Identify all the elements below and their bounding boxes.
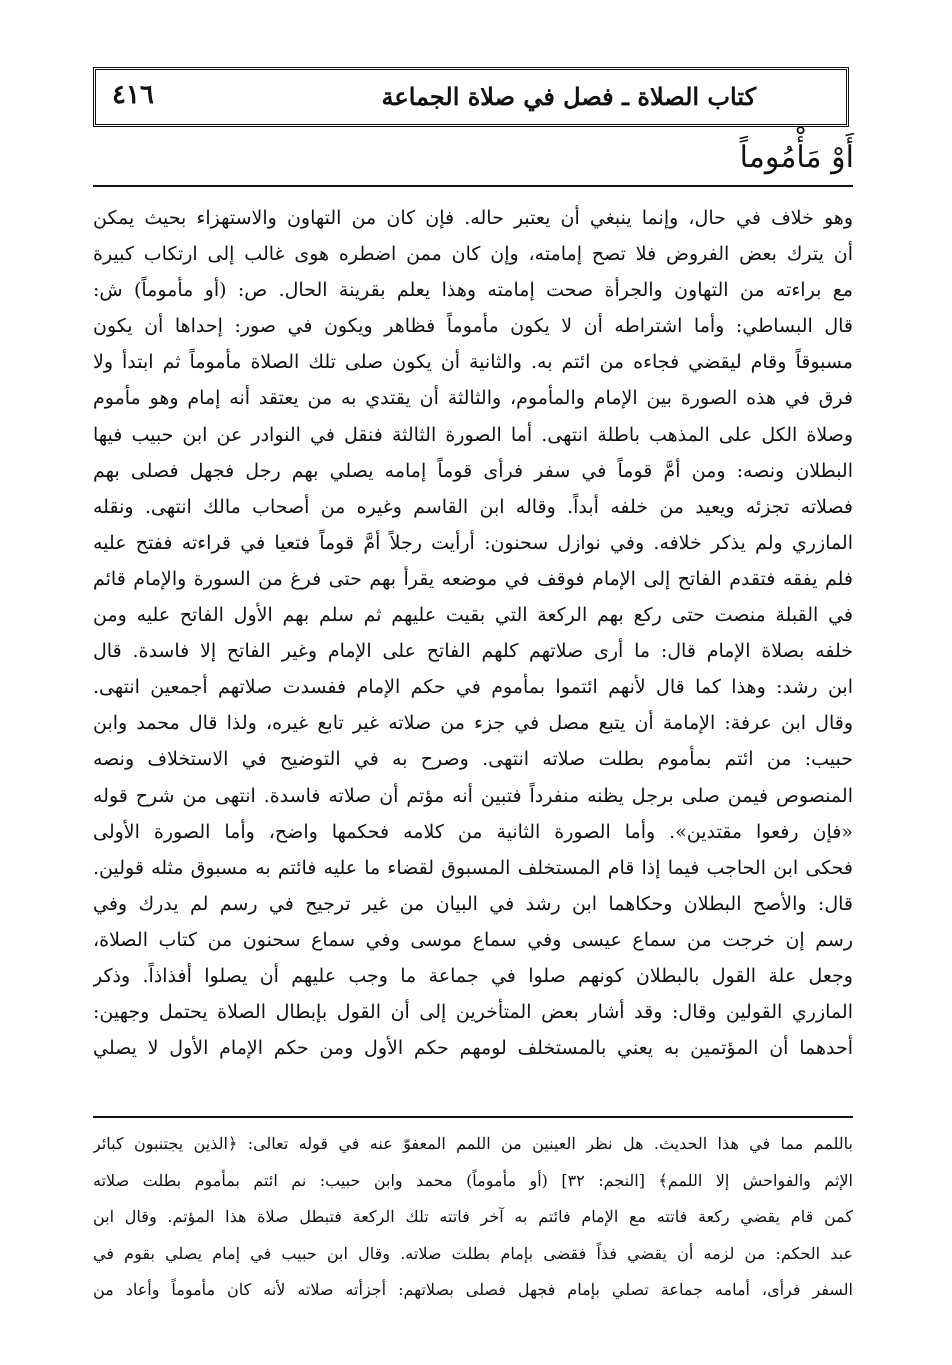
body-line: ابن رشد: وهذا كما قال لأنهم ائتموا بمأموم في حكم الإمام ففسدت صلاتهم أجمعين انتهى. (93, 676, 853, 699)
body-line: «فإن رفعوا مقتدين». وأما الصورة الثانية من كلامه فحكمها واضح، وأما الصورة الأولى (93, 820, 853, 843)
body-line: فحكى ابن الحاجب فيما إذا قام المستخلف المسبوق لقضاء ما عليه فائتم به مسبوق مثله قولين. (93, 856, 853, 879)
body-line: فرق في هذه الصورة بين الإمام والمأموم، والثالثة أن يقتدي به من يعتقد أنه إمام وهو مأموم (93, 387, 853, 410)
body-line: وصلاة الكل على المذهب باطلة انتهى. أما الصورة الثالثة فنقل في النوادر عن ابن حبيب فيها (93, 423, 853, 446)
body-line: البطلان ونصه: ومن أمَّ قوماً في سفر فرأى قوماً إمامه يصلي بهم رجل فجهل فصلى بهم (93, 459, 853, 482)
body-line: مسبوقاً وقام ليقضي فجاءه من ائتم به. والثانية أن يكون صلى تلك الصلاة مأموماً ثم ابتدأ ولا (93, 351, 853, 374)
footnote-line: السفر فرأى، أمامه جماعة تصلي بإمام فجهل فصلى بصلاتهم: أجزأته صلاته لأنه كان مأموماً وأعاد من (93, 1280, 853, 1299)
body-line: قال البساطي: وأما اشتراطه أن لا يكون مأموماً فظاهر ويكون في صور: إحداها أن يكون (93, 315, 853, 338)
page-header (93, 67, 849, 127)
main-body-text (93, 200, 853, 1066)
body-line: فلم يفقه فتقدم الفاتح إلى الإمام فوقف في موضعه يقرأ بهم حتى فرغ من السورة والإمام قائم (93, 567, 853, 590)
body-line: المنصوص فيمن صلى برجل يظنه منفرداً فتبين أنه مؤتم أن صلاته فاسدة. انتهى من شرح قوله (93, 784, 853, 807)
verse-fragment: أَوْ مَأْمُوماً (739, 140, 854, 175)
body-line: أحدهما أن المؤتمين به يعني بالمستخلف لومهم حكم الأول ومن حكم الإمام الأول لا يصلي (93, 1037, 853, 1060)
body-line: في القبلة منصت حتى ركع بهم الركعة التي بقيت عليهم ثم سلم بهم الأول الفاتح عليه ومن (93, 604, 853, 627)
footnote-line: باللمم مما في هذا الحديث. هل نظر العينين من اللمم المعفوّ عنه في قوله تعالى: ﴿الذين يجتنبون كبائر (93, 1134, 853, 1153)
page-number: ٤١٦ (112, 80, 154, 110)
footnotes (93, 1126, 853, 1309)
footnote-divider (93, 1116, 853, 1118)
body-line: مع براءته من التهاون والجرأة صحت إمامته وهذا يعلم بقرينة الحال. ص: (أو مأموماً) ش: (93, 279, 853, 302)
body-line: حبيب: من ائتم بمأموم بطلت صلاته انتهى. وصرح به في التوضيح في الاستخلاف ونصه (93, 748, 853, 771)
body-line: المازري ولم يذكر خلافه. وفي نوازل سحنون: أرأيت رجلاً أمَّ قوماً فتعيا في قراءته ففتح عليه (93, 531, 853, 554)
body-line: وجعل علة القول بالبطلان كونهم صلوا في جماعة ما وجب عليهم أن يصلوا أفذاذاً. وذكر (93, 964, 853, 987)
body-line: رسم إن خرجت من سماع عيسى وفي سماع موسى وفي سماع سحنون من كتاب الصلاة، (93, 928, 853, 951)
footnote-line: كمن قام يقضي ركعة فاتته مع الإمام فائتم به آخر فاتته تلك الركعة فتبطل صلاة هذا المؤتم. وقال ابن (93, 1207, 853, 1226)
running-title: كتاب الصلاة ـ فصل في صلاة الجماعة (381, 82, 756, 111)
body-line: أن يترك بعض الفروض فلا تصح إمامته، وإن كان ممن اضطره هوى غالب إلى ارتكاب كبيرة (93, 243, 853, 266)
body-line: المازري القولين وقال: وقد أشار بعض المتأخرين إلى أن القول بإبطال الصلاة يحتمل وجهين: (93, 1001, 853, 1024)
footnote-line: عبد الحكم: من لزمه أن يقضي فذاً فقضى بإمام بطلت صلاته. وقال ابن حبيب في إمام يصلي بقوم في (93, 1243, 853, 1263)
body-line: وقال ابن عرفة: الإمامة أن يتبع مصل في جزء من صلاته غير تابع غيره، ولذا قال محمد وابن (93, 712, 853, 735)
body-line: فصلاته تجزئه ويعيد من خلفه أبداً. وقاله ابن القاسم وغيره من أصحاب مالك انتهى. ونقله (93, 495, 853, 518)
divider-top (93, 185, 853, 187)
body-line: وهو خلاف في حال، وإنما ينبغي أن يعتبر حاله. فإن كان من التهاون والاستهزاء بحيث يمكن (93, 207, 853, 229)
footnote-line: الإثم والفواحش إلا اللمم﴾ [النجم: ٣٢] (أو مأموماً) محمد وابن حبيب: نم ائتم بمأموم بطلت صلاته (93, 1170, 853, 1190)
body-line: خلفه بصلاة الإمام قال: ما أرى صلاتهم كلهم الفاتح على الإمام وغير الفاتح إلا فاسدة. قال (93, 640, 853, 663)
body-line: قال: والأصح البطلان وحكاهما ابن رشد في البيان من غير ترجيح في رسم لم يدرك وفي (93, 892, 853, 915)
